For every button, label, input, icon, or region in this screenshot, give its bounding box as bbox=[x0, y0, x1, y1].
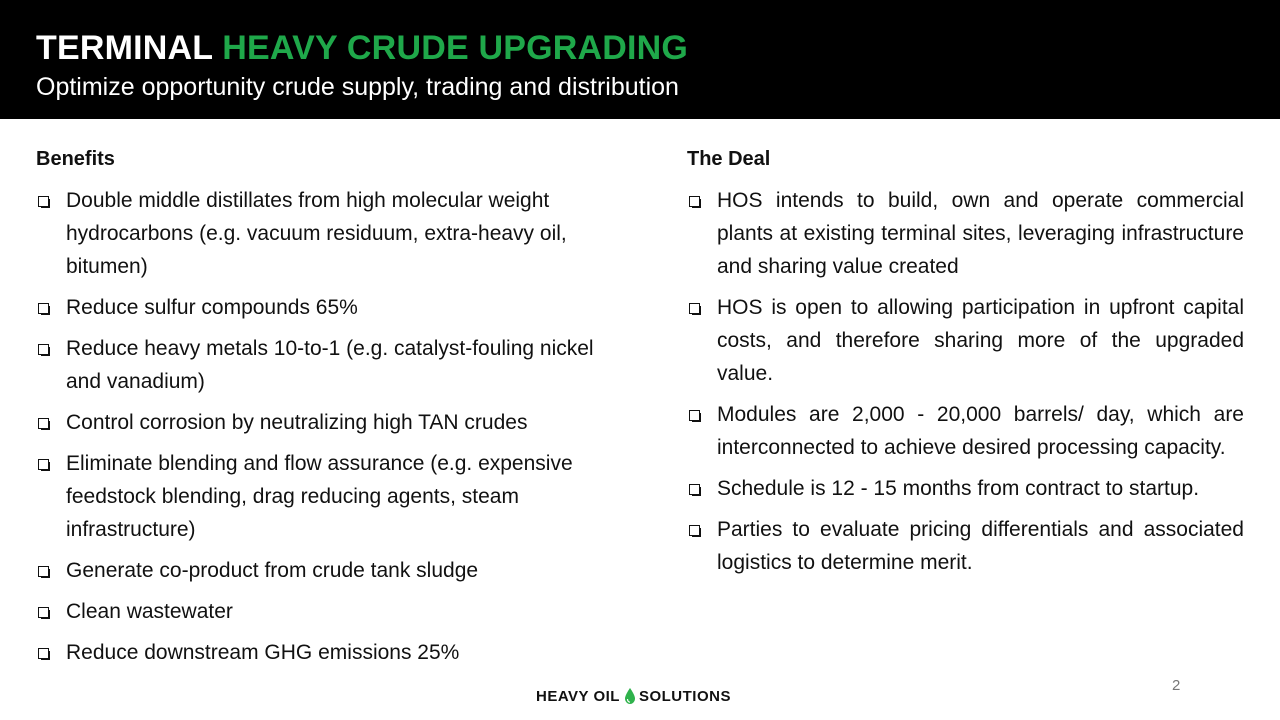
checkbox-bullet-icon bbox=[38, 196, 49, 207]
list-item bbox=[687, 184, 1244, 283]
oil-drop-icon bbox=[623, 687, 637, 705]
list-item bbox=[687, 291, 1244, 390]
deal-list bbox=[687, 184, 1244, 579]
checkbox-bullet-icon bbox=[689, 484, 700, 495]
checkbox-bullet-icon bbox=[38, 648, 49, 659]
list-item-text: Reduce downstream GHG emissions 25% bbox=[66, 641, 460, 664]
checkbox-bullet-icon bbox=[689, 525, 700, 536]
list-item bbox=[687, 513, 1244, 579]
list-item-text: HOS is open to allowing participation in upfront capital costs, and therefore sharing more of the upgraded value. bbox=[717, 296, 1244, 385]
list-item-text: Double middle distillates from high molecular weight hydrocarbons (e.g. vacuum residuum, extra-heavy oil, bitumen) bbox=[66, 189, 567, 278]
checkbox-bullet-icon bbox=[38, 607, 49, 618]
benefits-section bbox=[36, 147, 616, 677]
company-logo bbox=[536, 684, 731, 708]
checkbox-bullet-icon bbox=[38, 344, 49, 355]
slide-title bbox=[36, 29, 688, 68]
list-item bbox=[36, 332, 616, 398]
checkbox-bullet-icon bbox=[689, 410, 700, 421]
list-item-text: Parties to evaluate pricing differentials and associated logistics to determine merit. bbox=[717, 518, 1244, 574]
logo-text-left: HEAVY OIL bbox=[536, 687, 620, 705]
logo-text-right: SOLUTIONS bbox=[638, 687, 731, 705]
list-item-text: Reduce heavy metals 10-to-1 (e.g. catalyst-fouling nickel and vanadium) bbox=[66, 337, 594, 393]
title-part-white: TERMINAL bbox=[36, 29, 223, 67]
checkbox-bullet-icon bbox=[689, 303, 700, 314]
slide-subtitle: Optimize opportunity crude supply, trading and distribution bbox=[36, 73, 679, 101]
list-item bbox=[36, 447, 616, 546]
list-item bbox=[36, 554, 616, 587]
list-item bbox=[36, 184, 616, 283]
benefits-heading: Benefits bbox=[36, 148, 115, 170]
list-item-text: Schedule is 12 - 15 months from contract to startup. bbox=[717, 477, 1200, 500]
page-number: 2 bbox=[1172, 677, 1181, 694]
title-part-green: HEAVY CRUDE UPGRADING bbox=[222, 29, 689, 67]
deal-heading: The Deal bbox=[687, 148, 771, 170]
checkbox-bullet-icon bbox=[38, 303, 49, 314]
list-item bbox=[36, 636, 616, 669]
list-item bbox=[687, 472, 1244, 505]
benefits-list bbox=[36, 184, 616, 669]
checkbox-bullet-icon bbox=[38, 566, 49, 577]
list-item bbox=[36, 595, 616, 628]
list-item-text: Generate co-product from crude tank sludge bbox=[66, 559, 479, 582]
checkbox-bullet-icon bbox=[689, 196, 700, 207]
list-item-text: Modules are 2,000 - 20,000 barrels/ day, which are interconnected to achieve desired processing capacity. bbox=[717, 403, 1244, 459]
list-item-text: Eliminate blending and flow assurance (e.g. expensive feedstock blending, drag reducing agents, steam infrastructure) bbox=[66, 452, 573, 541]
list-item bbox=[36, 291, 616, 324]
list-item-text: HOS intends to build, own and operate commercial plants at existing terminal sites, leveraging infrastructure and sharing value created bbox=[717, 189, 1244, 278]
list-item bbox=[36, 406, 616, 439]
list-item-text: Clean wastewater bbox=[66, 600, 233, 623]
list-item bbox=[687, 398, 1244, 464]
checkbox-bullet-icon bbox=[38, 418, 49, 429]
slide-header bbox=[0, 0, 1280, 119]
list-item-text: Reduce sulfur compounds 65% bbox=[66, 296, 358, 319]
checkbox-bullet-icon bbox=[38, 459, 49, 470]
list-item-text: Control corrosion by neutralizing high TAN crudes bbox=[66, 411, 528, 434]
deal-section bbox=[687, 147, 1244, 587]
